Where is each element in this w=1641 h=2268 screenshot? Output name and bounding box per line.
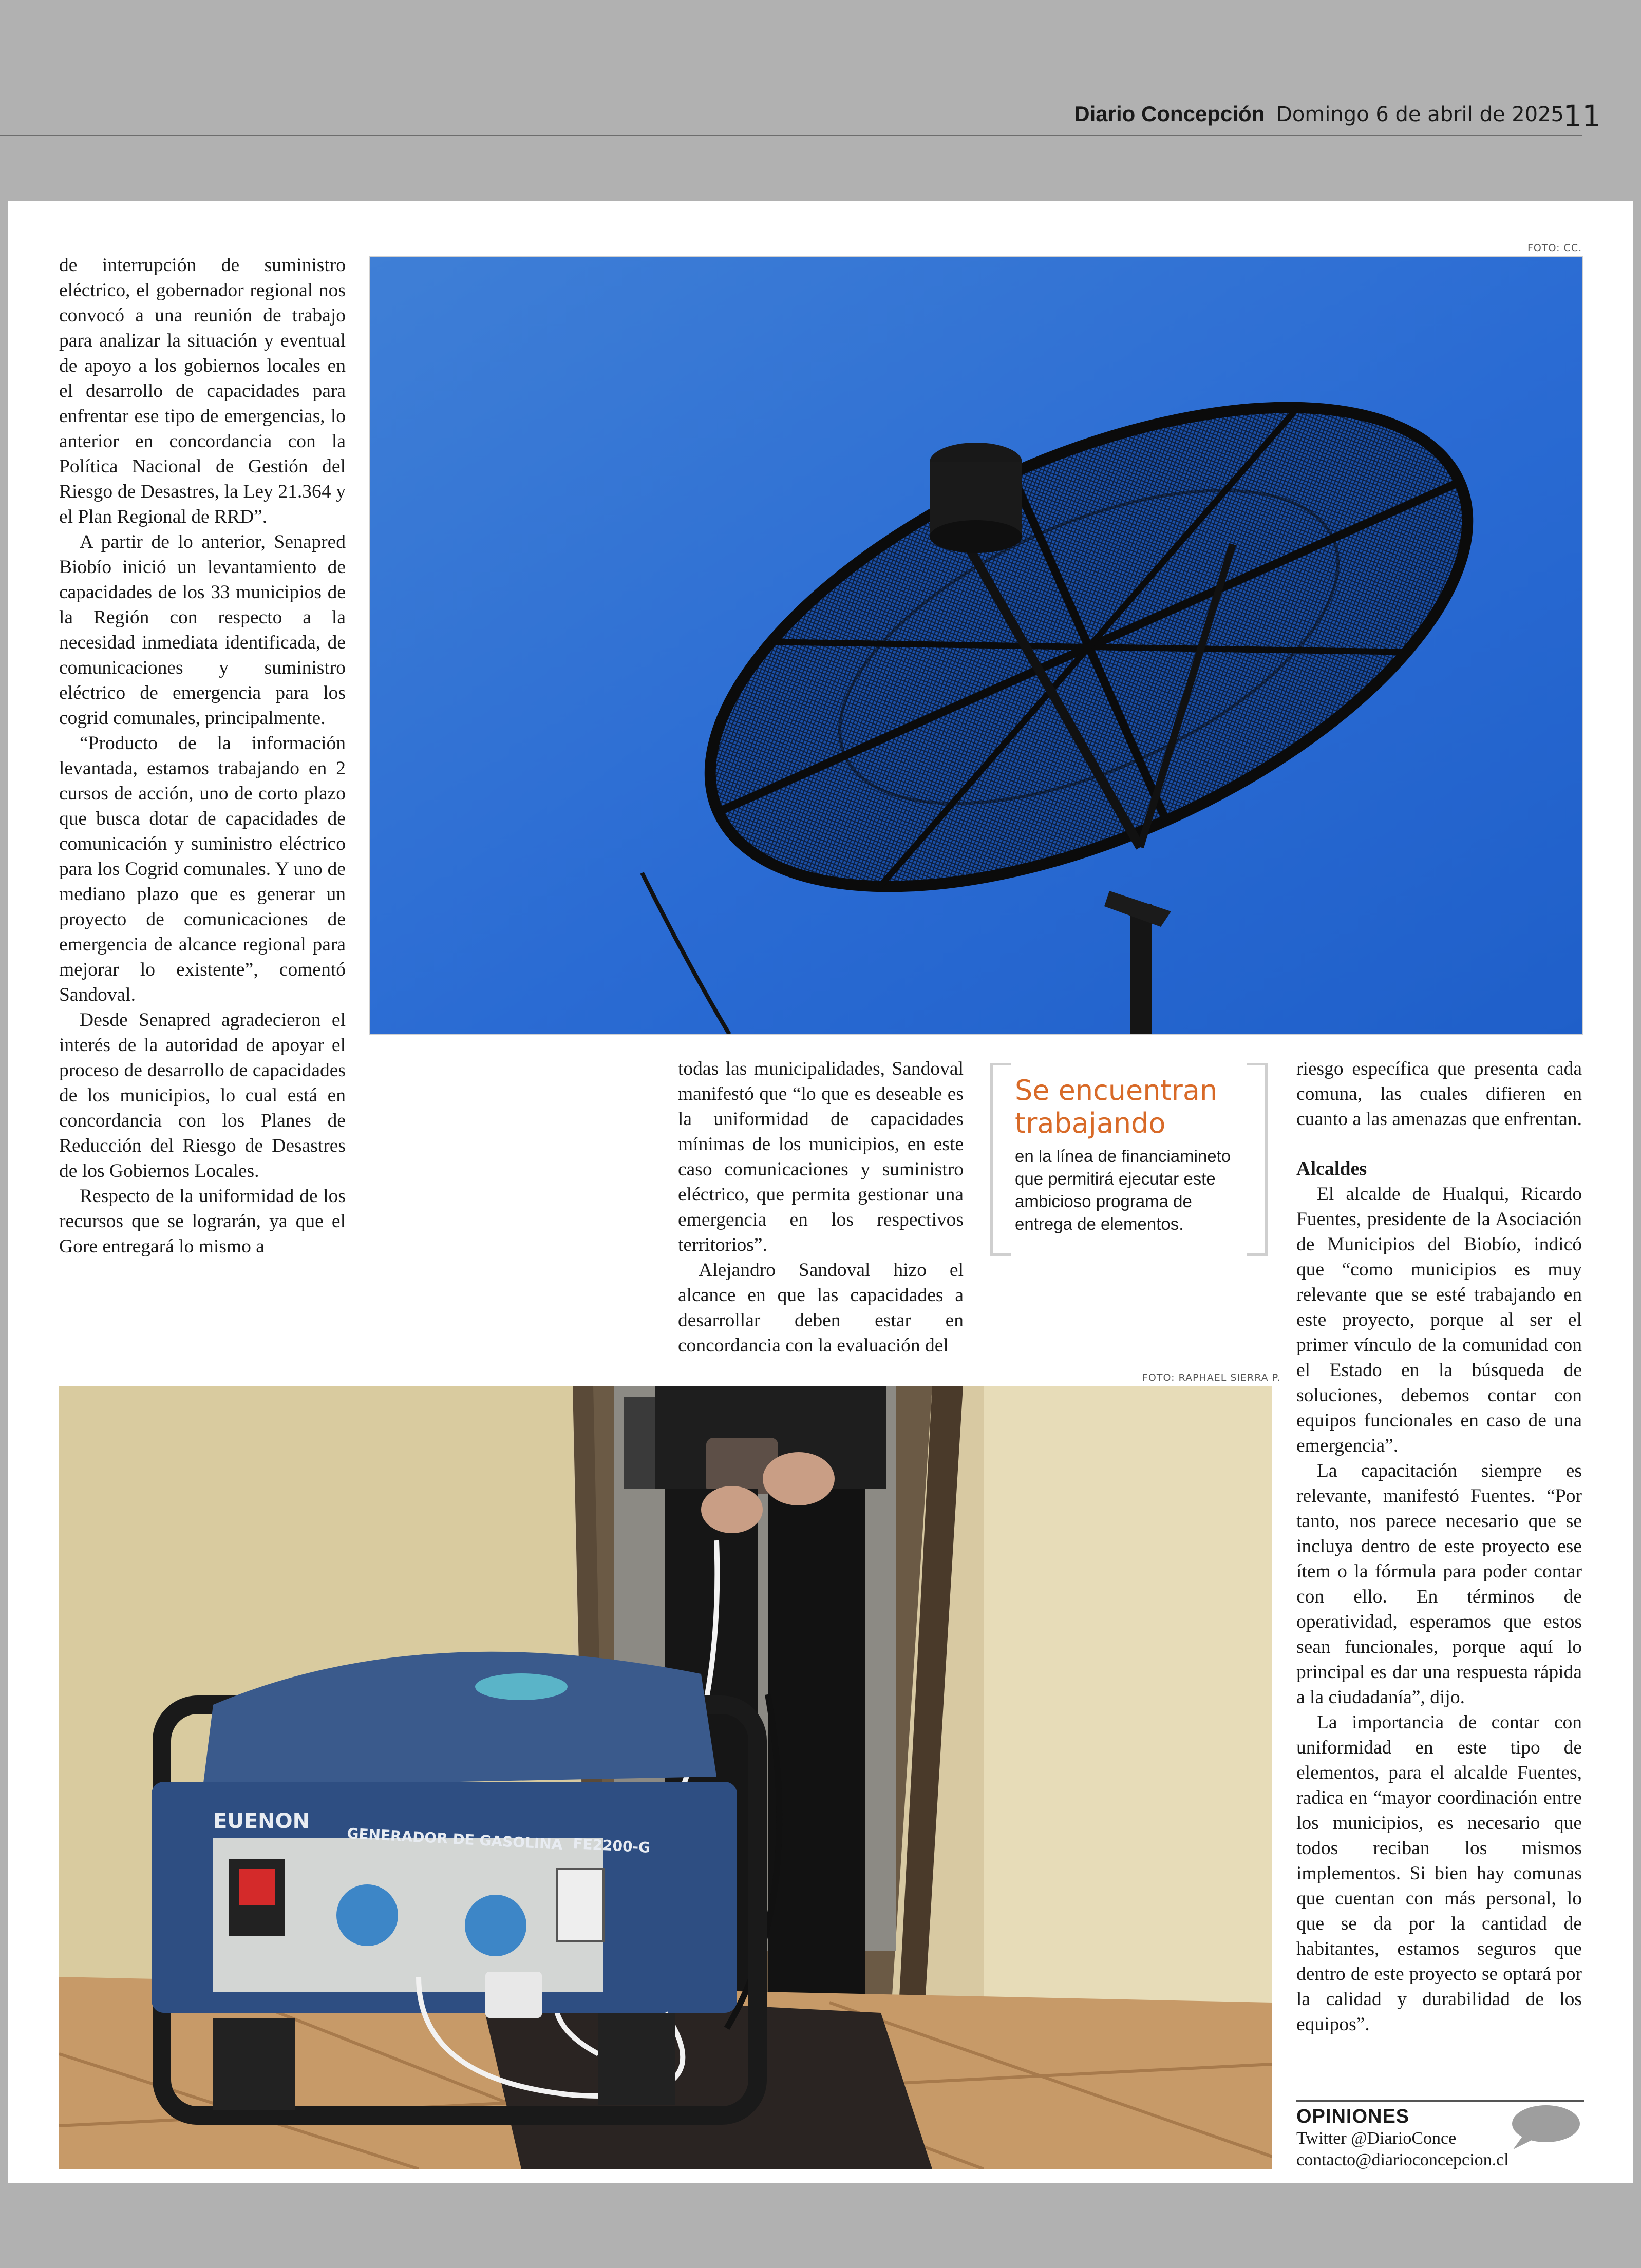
header-dateline — [1074, 102, 1564, 126]
header-date: Domingo 6 de abril de 2025 — [1276, 103, 1564, 126]
header-rule — [0, 135, 1582, 136]
paragraph: Alejandro Sandoval hizo el alcance en que las capacidades a desarrollar deben estar en concordancia con la evaluación del — [678, 1260, 964, 1356]
opiniones-email[interactable]: contacto@diarioconcepcion.cl — [1296, 2150, 1509, 2169]
page-number: 11 — [1563, 99, 1601, 134]
opiniones-title: OPINIONES — [1296, 2106, 1410, 2127]
bracket-right — [1247, 1063, 1268, 1256]
paragraph: “Producto de la información levantada, estamos trabajando en 2 cursos de acción, uno de corto plazo que busca dotar de capacidades de comunicación y suministro eléctrico para los Cogrid comunales. Y uno de mediano plazo que es generar un proyecto de comunicaciones de emergencia de alcance regional para mejorar lo existente”, comentó Sandoval. — [59, 733, 346, 1005]
generator-illustration — [59, 1386, 1272, 2169]
paragraph: Respecto de la uniformidad de los recursos que se lograrán, ya que el Gore entregará lo mismo a — [59, 1186, 346, 1257]
bracket-left — [990, 1063, 1011, 1256]
paragraph: El alcalde de Hualqui, Ricardo Fuentes, presidente de la Asociación de Municipios del Biobío, indicó que “como municipios es muy relevante que se esté trabajando en este proyecto, porque al ser el primer vínculo de la comunidad con el Estado en la búsqueda de soluciones, debemos contar con equipos funcionales en caso de una emergencia”. — [1296, 1184, 1582, 1456]
paragraph: A partir de lo anterior, Senapred Biobío inició un levantamiento de capacidades de los 33 municipios de la Región con respecto a la necesidad inmediata identificada, de comunicaciones y suministro eléctrico de emergencia para los cogrid comunales, principalmente. — [59, 531, 346, 729]
pull-quote-body: en la línea de financiamineto que permitirá ejecutar este ambicioso programa de entrega de elementos. — [1015, 1147, 1231, 1233]
pull-quote — [990, 1063, 1268, 1256]
speech-bubble-icon — [1508, 2103, 1581, 2150]
opiniones-rule — [1296, 2100, 1584, 2102]
paragraph: Desde Senapred agradecieron el interés de la autoridad de apoyar el proceso de desarrollo de capacidades de los municipios, lo cual está en concordancia con los Planes de Reducción del Riesgo de Desastres de los Gobiernos Locales. — [59, 1009, 346, 1181]
generator-brand: EUENON — [213, 1809, 310, 1833]
generator-photo — [59, 1386, 1272, 2169]
paragraph: de interrupción de suministro eléctrico, el gobernador regional nos convocó a una reunión de trabajo para analizar la situación y eventual de apoyo a los gobiernos locales en el desarrollo de capacidades para enfrentar ese tipo de emergencias, lo anterior en concordancia con la Política Nacional de Gestión del Riesgo de Desastres, la Ley 21.364 y el Plan Regional de RRD”. — [59, 255, 346, 527]
page-header — [0, 0, 1641, 136]
generator-model: FE2200-G — [572, 1835, 651, 1856]
paragraph: todas las municipalidades, Sandoval manifestó que “lo que es deseable es la uniformidad de capacidades mínimas de los municipios, en este caso comunicaciones y suministro eléctrico, que permita gestionar una emergencia en los respectivos territorios”. — [678, 1058, 964, 1255]
article-column-3 — [1296, 1056, 1582, 2037]
paragraph: La capacitación siempre es relevante, manifestó Fuentes. “Por tanto, nos parece necesario que se incluya dentro de este proyecto ese ítem o la fórmula para poder contar con ello. En términos de operatividad, esperamos que estos sean funcionales, porque aquí lo principal es dar una respuesta rápida a la ciudadanía”, dijo. — [1296, 1460, 1582, 1708]
generator-label: GENERADOR DE GASOLINA — [346, 1825, 563, 1853]
article-column-1 — [59, 253, 346, 1259]
satellite-dish-illustration — [370, 257, 1582, 1034]
photo-credit-bottom: FOTO: RAPHAEL SIERRA P. — [1142, 1372, 1281, 1383]
opiniones-twitter[interactable]: Twitter @DiarioConce — [1296, 2129, 1457, 2148]
photo-credit-top: FOTO: CC. — [1527, 242, 1582, 254]
subheading-alcaldes: Alcaldes — [1296, 1158, 1367, 1179]
publication-name: Diario Concepción — [1074, 102, 1265, 126]
article-column-2 — [678, 1056, 964, 1358]
paragraph: La importancia de contar con uniformidad en este tipo de elementos, para el alcalde Fuentes, radica en “mayor coordinación entre los municipios, es necesario que todos reciban los mismos implementos. Si bien hay comunas que cuentan con más personal, lo que se da por la cantidad de habitantes, estamos seguros que dentro de este proyecto se optará por la calidad y durabilidad de los equipos”. — [1296, 1712, 1582, 2035]
pull-quote-headline: Se encuentran trabajando — [1015, 1074, 1218, 1139]
satellite-dish-photo — [369, 256, 1583, 1035]
paragraph: riesgo específica que presenta cada comuna, las cuales difieren en cuanto a las amenazas que enfrentan. — [1296, 1058, 1582, 1130]
